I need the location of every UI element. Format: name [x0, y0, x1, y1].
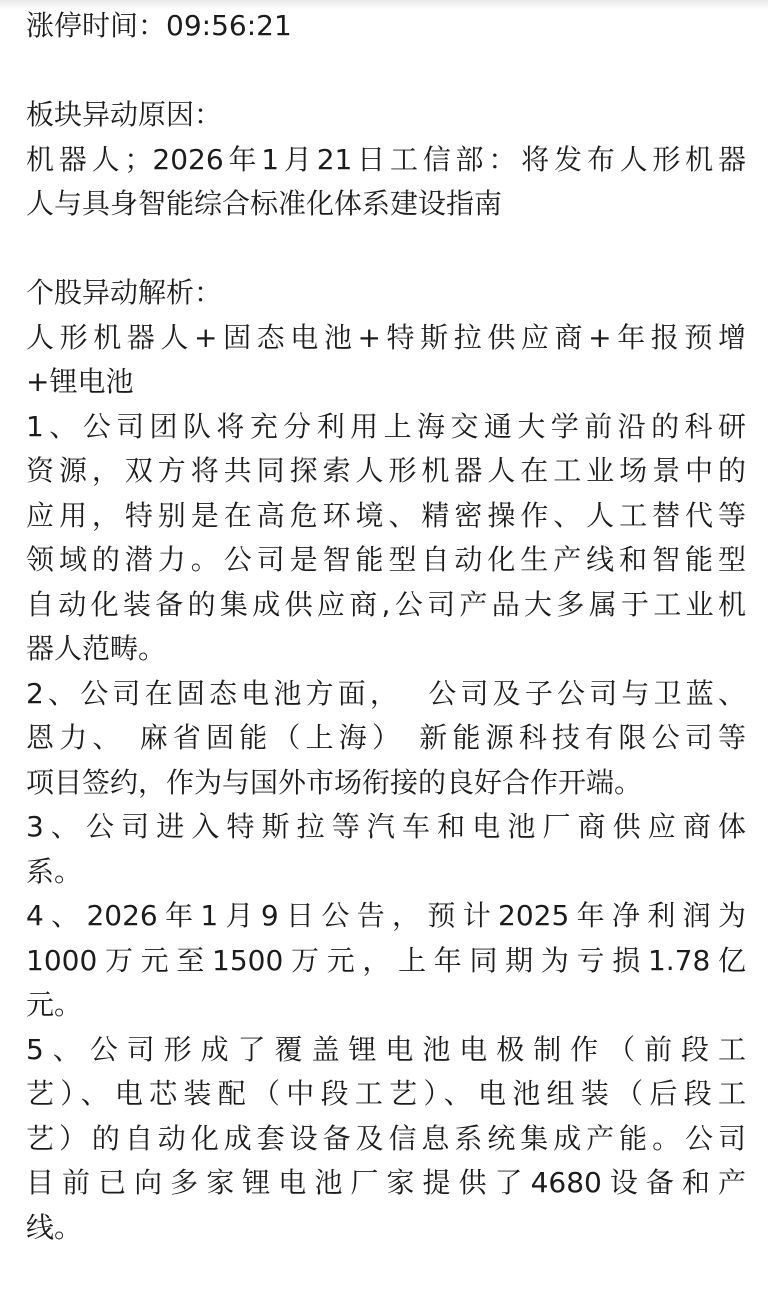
point-line: 器人范畴。 [26, 632, 167, 665]
spacer [26, 49, 746, 94]
analysis-point-5 [26, 1028, 746, 1251]
point-line: 项目签约，作为与国外市场衔接的良好合作开端。 [26, 765, 643, 799]
point-line: 1000万元至1500万元，上年同期为亏损1.78亿 [26, 943, 746, 977]
analysis-point-1 [26, 405, 746, 672]
point-line: 恩力、 麻省固能（上海） 新能源科技有限公司等 [26, 721, 746, 754]
analysis-point-3 [26, 805, 746, 894]
point-line: 1、公司团队将充分利用上海交通大学前沿的科研 [26, 409, 746, 443]
point-line: 应用，特别是在高危环境、精密操作、人工替代等 [26, 498, 746, 532]
point-line: 目前已向多家锂电池厂家提供了4680设备和产 [26, 1166, 746, 1199]
point-line: 艺）的自动化成套设备及信息系统集成产能。公司 [26, 1121, 746, 1155]
point-line: 4、2026年1月9日公告，预计2025年净利润为 [26, 899, 746, 932]
stock-analysis-heading: 个股异动解析： [26, 276, 223, 309]
sector-reason-heading: 板块异动原因： [26, 98, 223, 131]
point-line: 3、公司进入特斯拉等汽车和电池厂商供应商体 [26, 810, 746, 843]
analysis-point-2 [26, 672, 746, 806]
concept-tags-line: 人形机器人+固态电池+特斯拉供应商+年报预增 [26, 320, 746, 354]
article-body [26, 4, 746, 1250]
point-line: 资源，双方将共同探索人形机器人在工业场景中的 [26, 454, 746, 487]
limit-up-time: 涨停时间：09:56:21 [26, 9, 292, 42]
point-line: 艺）、电芯装配（中段工艺）、电池组装（后段工 [26, 1077, 746, 1110]
point-line: 元。 [26, 988, 83, 1021]
point-line: 自动化装备的集成供应商,公司产品大多属于工业机 [26, 587, 746, 621]
point-line: 2、公司在固态电池方面， 公司及子公司与卫蓝、 [26, 676, 746, 710]
point-line: 领域的潜力。公司是智能型自动化生产线和智能型 [26, 543, 746, 576]
point-line: 线。 [26, 1210, 83, 1244]
concept-tags-line: +锂电池 [26, 365, 134, 398]
point-line: 5、公司形成了覆盖锂电池电极制作（前段工 [26, 1032, 746, 1066]
sector-reason-line: 机器人；2026年1月21日工信部：将发布人形机器 [26, 142, 746, 176]
sector-reason-line: 人与具身智能综合标准化体系建设指南 [26, 187, 503, 220]
point-line: 系。 [26, 854, 83, 888]
analysis-point-4 [26, 894, 746, 1028]
spacer [26, 227, 746, 272]
